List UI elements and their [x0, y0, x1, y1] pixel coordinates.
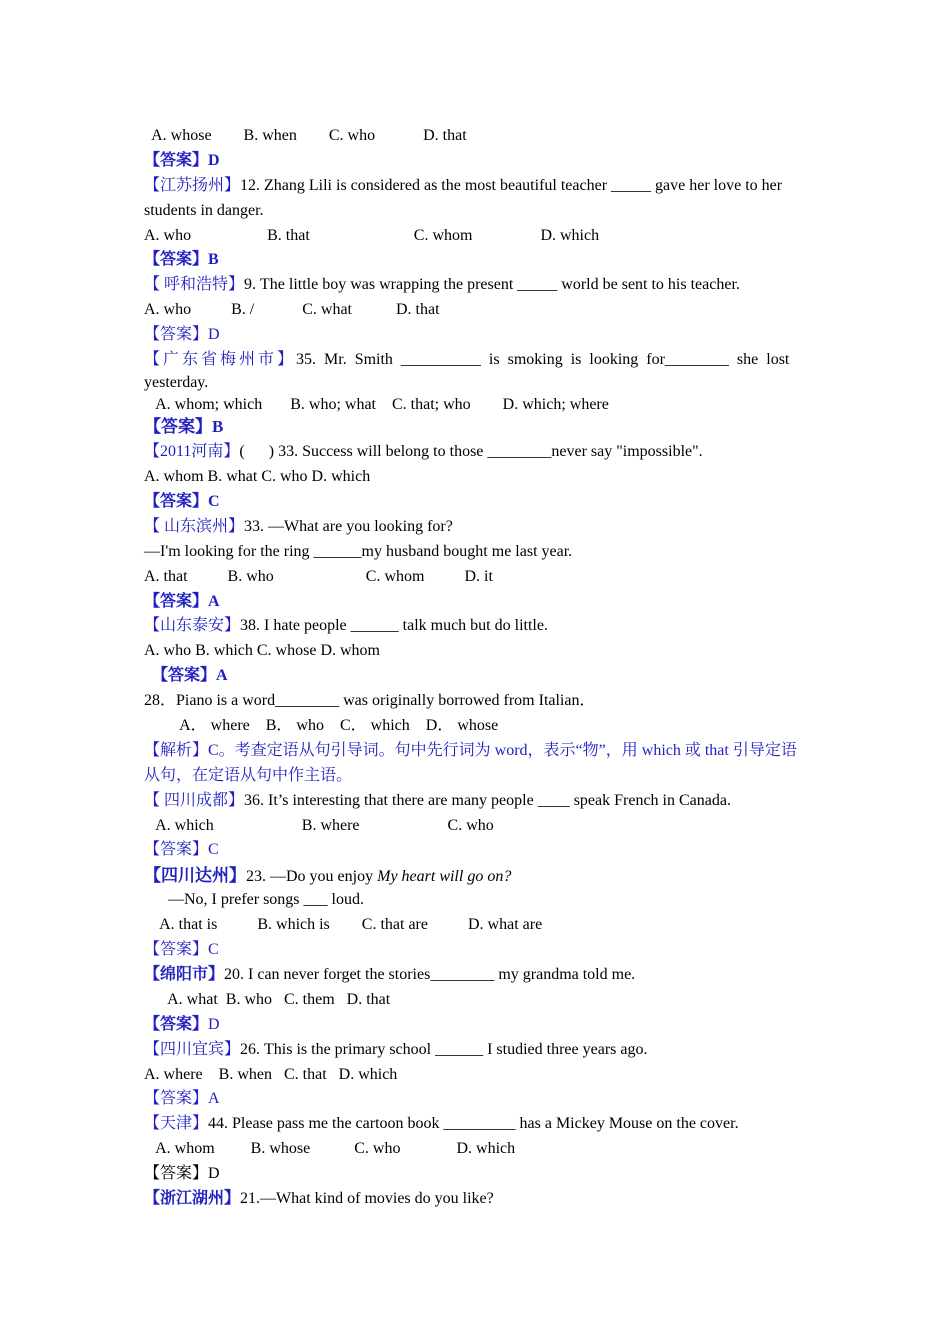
source-tag: 【四川达州】: [144, 866, 246, 885]
options-line: A. whom; which B. who; what C. that; who D. which; where: [144, 396, 609, 413]
answer-line: [144, 1015, 220, 1035]
answer-value: D: [208, 1165, 220, 1182]
question-text: 36. It’s interesting that there are many people ____ speak French in Canada.: [244, 792, 731, 809]
question-text: 20. I can never forget the stories________ my grandma told me.: [224, 966, 636, 983]
source-tag: 【浙江湖州】: [144, 1190, 241, 1207]
answer-tag: 【答案】: [144, 593, 209, 610]
answer-line: [144, 840, 219, 860]
source-tag: 【 呼和浩特】: [144, 276, 245, 293]
question-line: [144, 616, 548, 636]
question-continuation: —No, I prefer songs ___ loud.: [144, 891, 364, 908]
source-tag: 【江苏扬州】: [144, 177, 241, 194]
answer-line: [144, 417, 223, 437]
answer-value: C: [208, 941, 219, 958]
answer-tag: 【答案】: [144, 941, 209, 958]
question-text: 21.—What kind of movies do you like?: [240, 1190, 494, 1207]
source-tag: 【广东省梅州市】: [144, 351, 297, 368]
question-line: [144, 1189, 494, 1209]
question-continuation: yesterday.: [144, 374, 209, 391]
options-line: A． where B． who C． which D． whose: [144, 717, 499, 734]
question-text: 23. —Do you enjoy: [246, 868, 378, 885]
question-line: [144, 517, 453, 537]
song-title: My heart will go on?: [377, 868, 512, 885]
question-line: [144, 965, 635, 985]
answer-value: D: [208, 1016, 220, 1033]
answer-value: B: [212, 417, 224, 436]
question-text: 33. —What are you looking for?: [244, 518, 453, 535]
question-line: [144, 866, 511, 887]
options-line: A. that is B. which is C. that are D. what are: [144, 916, 543, 933]
options-line: A. whom B. what C. who D. which: [144, 468, 371, 485]
answer-line: [144, 592, 220, 612]
source-tag: 【山东泰安】: [144, 617, 241, 634]
question-text: 12. Zhang Lili is considered as the most beautiful teacher _____ gave her love to her: [240, 177, 783, 194]
answer-line: [144, 492, 220, 512]
answer-value: C: [208, 841, 219, 858]
answer-line: [144, 666, 228, 686]
question-continuation: —I'm looking for the ring ______my husband bought me last year.: [144, 543, 573, 560]
options-line: A. who B. / C. what D. that: [144, 301, 440, 318]
answer-tag: 【答案】: [144, 1016, 209, 1033]
options-line: A. what B. who C. them D. that: [144, 991, 391, 1008]
question-text: 44. Please pass me the cartoon book _________ has a Mickey Mouse on the cover.: [208, 1115, 739, 1132]
question-line: [144, 791, 731, 811]
question-text: 26. This is the primary school ______ I studied three years ago.: [240, 1041, 648, 1058]
answer-value: A: [208, 593, 220, 610]
answer-value: B: [208, 251, 219, 268]
answer-tag: 【答案】: [144, 1165, 209, 1182]
answer-value: D: [208, 326, 220, 343]
source-tag: 【 四川成都】: [144, 792, 245, 809]
source-tag: 【2011河南】: [144, 443, 240, 460]
source-tag: 【天津】: [144, 1115, 209, 1132]
question-continuation: students in danger.: [144, 202, 264, 219]
answer-line: [144, 1164, 220, 1184]
explanation-continuation: 从句，在定语从句中作主语。: [144, 767, 353, 784]
answer-tag: 【答案】: [144, 417, 212, 436]
answer-line: [144, 151, 220, 171]
answer-value: A: [216, 667, 228, 684]
answer-tag: 【答案】: [144, 1090, 209, 1107]
options-line: A. that B. who C. whom D. it: [144, 568, 493, 585]
answer-tag: 【答案】: [144, 841, 209, 858]
source-tag: 【绵阳市】: [144, 966, 225, 983]
question-line: [144, 442, 703, 462]
question-line: [144, 1040, 647, 1060]
source-tag: 【四川宜宾】: [144, 1041, 241, 1058]
source-tag: 【 山东滨州】: [144, 518, 245, 535]
answer-line: [144, 1089, 220, 1109]
answer-tag: 【答案】: [144, 251, 209, 268]
question-line: [144, 1114, 739, 1134]
question-line: [144, 350, 806, 370]
answer-value: A: [208, 1090, 220, 1107]
question-text: 35. Mr. Smith __________ is smoking is looking for________ she lost: [296, 351, 790, 368]
options-line: A. who B. which C. whose D. whom: [144, 642, 380, 659]
answer-value: C: [208, 493, 220, 510]
question-text: ( ) 33. Success will belong to those ________never say "impossible".: [239, 443, 703, 460]
answer-line: [144, 325, 220, 345]
question-text: 38. I hate people ______ talk much but do little.: [240, 617, 548, 634]
explanation-line: 【解析】C。考查定语从句引导词。句中先行词为 word，表示“物”，用 which 或 that 引导定语: [144, 742, 797, 759]
answer-tag: 【答案】: [144, 667, 217, 684]
answer-line: [144, 250, 219, 270]
question-text: 9. The little boy was wrapping the present _____ world be sent to his teacher.: [244, 276, 740, 293]
answer-tag: 【答案】: [144, 152, 209, 169]
question-line: [144, 176, 782, 196]
answer-value: D: [208, 152, 220, 169]
options-line: A. which B. where C. who: [144, 817, 494, 834]
question-line: [144, 275, 740, 295]
answer-tag: 【答案】: [144, 493, 209, 510]
answer-line: [144, 940, 219, 960]
options-line: A. who B. that C. whom D. which: [144, 227, 600, 244]
options-line: A. whose B. when C. who D. that: [144, 127, 467, 144]
question-line: 28．Piano is a word________ was originally borrowed from Italian．: [144, 692, 596, 709]
options-line: A. where B. when C. that D. which: [144, 1066, 398, 1083]
options-line: A. whom B. whose C. who D. which: [144, 1140, 516, 1157]
answer-tag: 【答案】: [144, 326, 209, 343]
